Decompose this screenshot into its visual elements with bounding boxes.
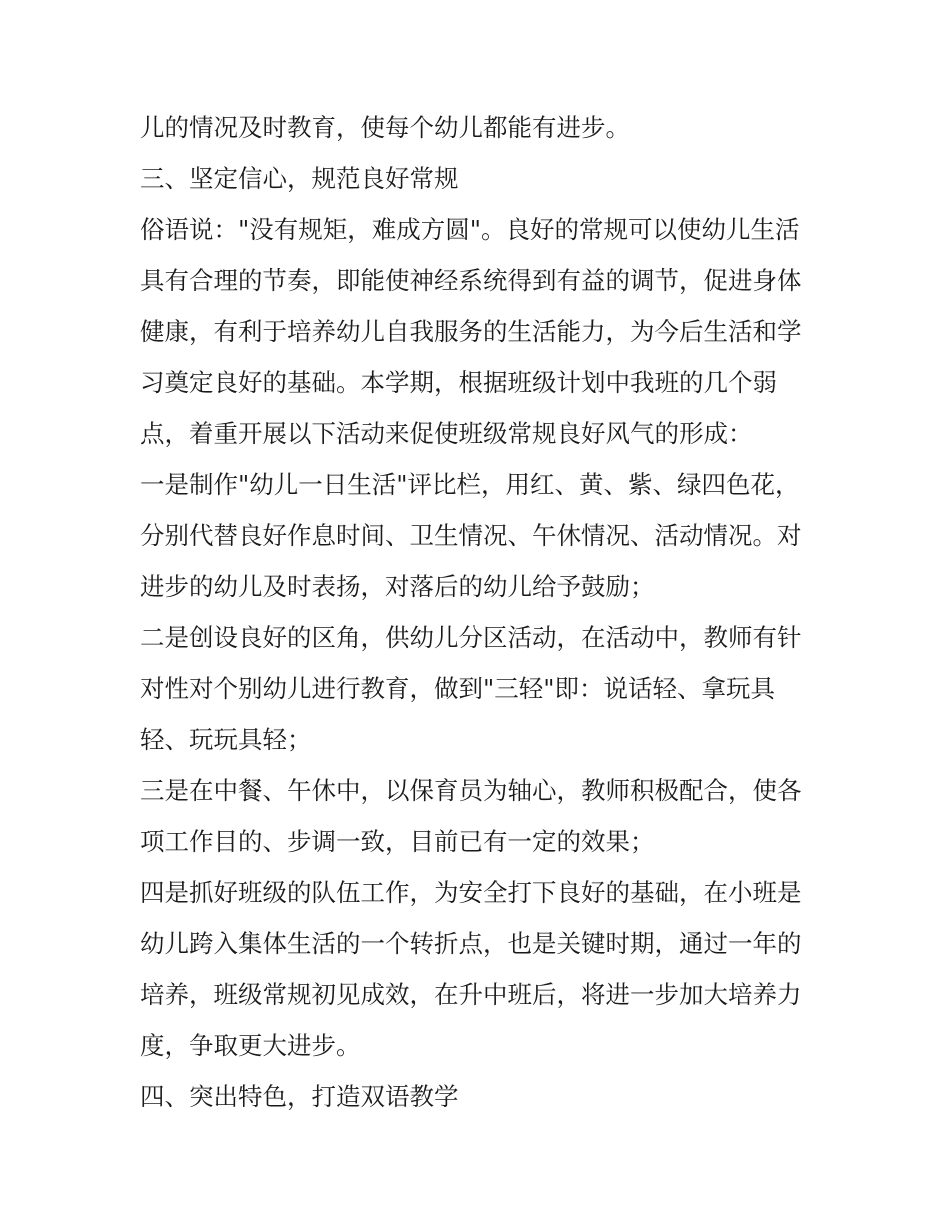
document-body (140, 102, 820, 1122)
paragraph-line: 具有合理的节奏，即能使神经系统得到有益的调节，促进身体 (140, 266, 802, 295)
paragraph-line: 三是在中餐、午休中，以保育员为轴心，教师积极配合，使各 (140, 776, 802, 805)
paragraph-line: 对性对个别幼儿进行教育，做到"三轻"即：说话轻、拿玩具 (140, 674, 776, 703)
paragraph-line: 培养，班级常规初见成效，在升中班后，将进一步加大培养力 (140, 980, 802, 1009)
paragraph-line: 进步的幼儿及时表扬，对落后的幼儿给予鼓励； (140, 572, 655, 601)
paragraph-line: 点，着重开展以下活动来促使班级常规良好风气的形成： (140, 419, 753, 448)
paragraph-line: 儿的情况及时教育，使每个幼儿都能有进步。 (140, 113, 630, 142)
paragraph-line: 项工作目的、步调一致，目前已有一定的效果； (140, 827, 655, 856)
section-heading-3: 三、坚定信心，规范良好常规 (140, 164, 459, 193)
paragraph-line: 分别代替良好作息时间、卫生情况、午休情况、活动情况。对 (140, 521, 802, 550)
paragraph-line: 一是制作"幼儿一日生活"评比栏，用红、黄、紫、绿四色花， (140, 470, 800, 499)
paragraph-line: 四是抓好班级的队伍工作，为安全打下良好的基础，在小班是 (140, 878, 802, 907)
paragraph-line: 习奠定良好的基础。本学期，根据班级计划中我班的几个弱 (140, 368, 777, 397)
paragraph-line: 俗语说："没有规矩，难成方圆"。良好的常规可以使幼儿生活 (140, 215, 800, 244)
section-heading-4: 四、突出特色，打造双语教学 (140, 1082, 459, 1111)
paragraph-line: 幼儿跨入集体生活的一个转折点，也是关键时期，通过一年的 (140, 929, 802, 958)
paragraph-line: 二是创设良好的区角，供幼儿分区活动，在活动中，教师有针 (140, 623, 802, 652)
paragraph-line: 健康，有利于培养幼儿自我服务的生活能力，为今后生活和学 (140, 317, 802, 346)
paragraph-line: 度，争取更大进步。 (140, 1031, 361, 1060)
paragraph-line: 轻、玩玩具轻； (140, 725, 312, 754)
